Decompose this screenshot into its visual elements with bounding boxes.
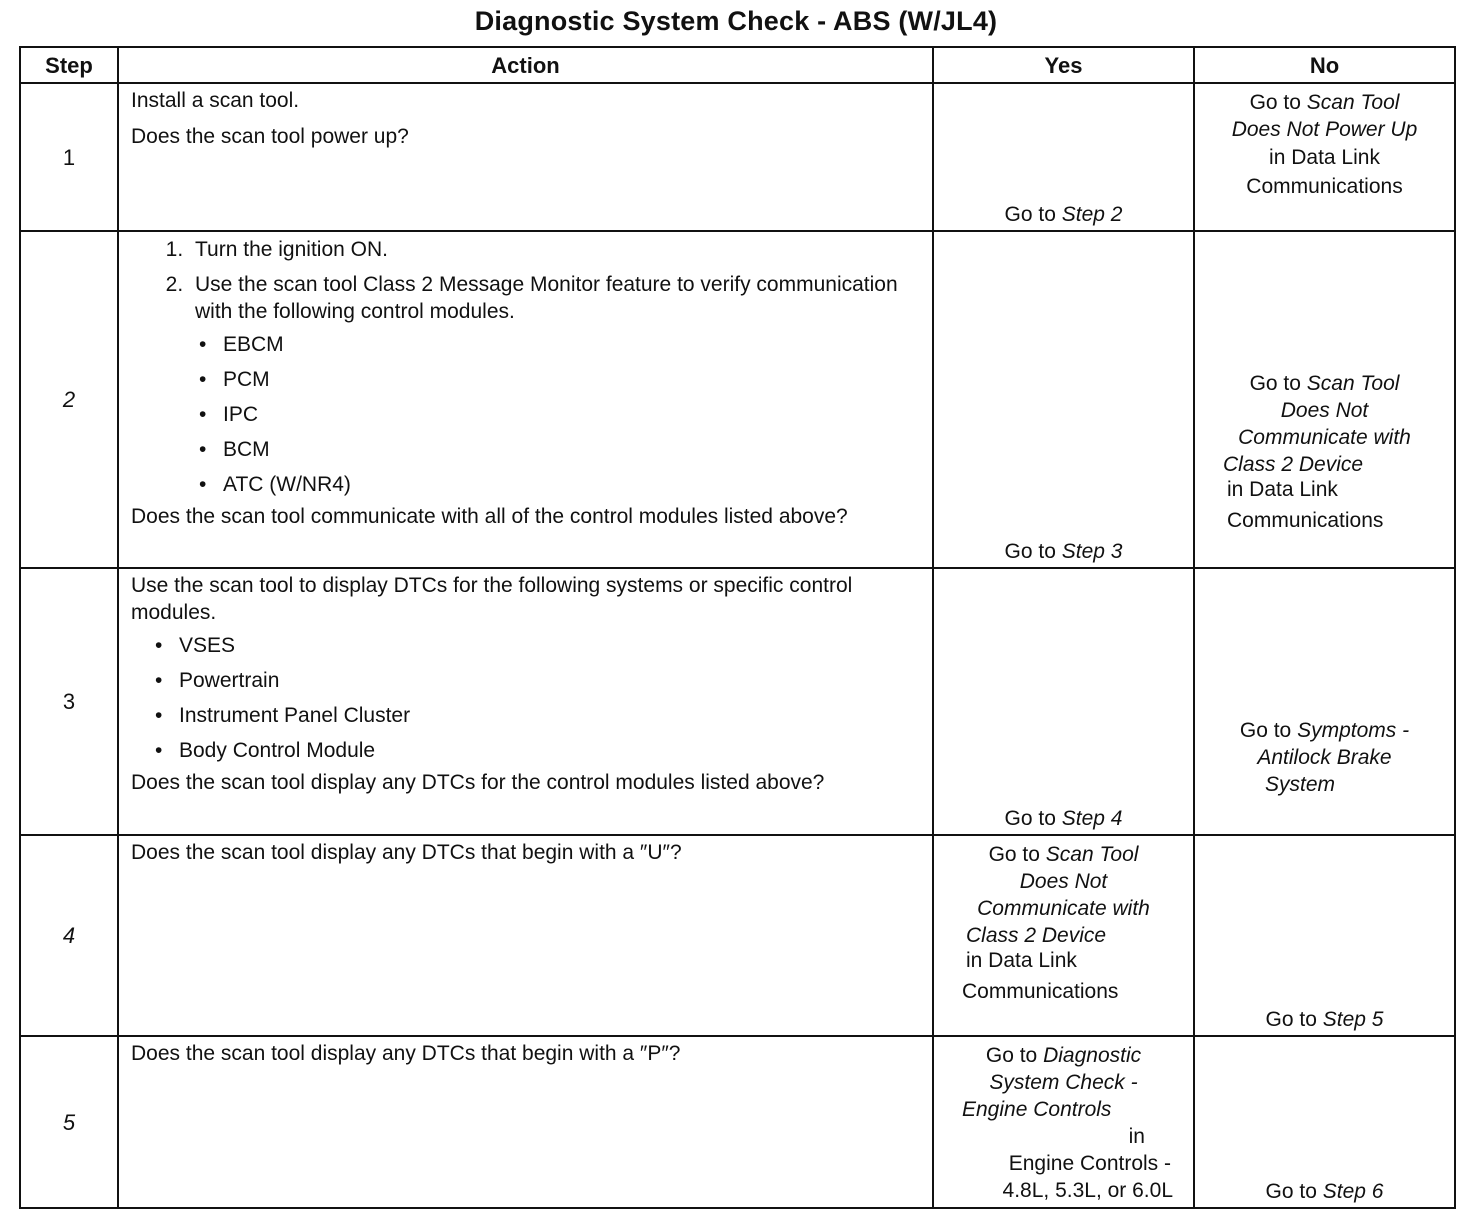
reference-link[interactable]: Antilock Brake — [1257, 746, 1392, 769]
module-list — [131, 331, 920, 498]
table-header-row — [20, 47, 1455, 83]
step-number: 1 — [20, 83, 118, 231]
yes-link[interactable] — [934, 201, 1193, 228]
page-title: Diagnostic System Check - ABS (W/JL4) — [474, 6, 998, 36]
reference-location: in Data Link — [1227, 478, 1338, 501]
action-question: Does the scan tool power up? — [131, 125, 409, 148]
step-link[interactable]: Step 4 — [1061, 807, 1123, 830]
list-item: • BCM — [131, 436, 920, 463]
table-row — [20, 1036, 1455, 1208]
list-item: • Body Control Module — [131, 737, 920, 764]
no-cell — [1194, 83, 1455, 231]
no-link[interactable] — [1195, 370, 1454, 534]
reference-link[interactable]: Does Not — [1019, 870, 1108, 893]
header-no: No — [1194, 47, 1455, 83]
no-link[interactable] — [1195, 1006, 1454, 1033]
action-cell — [118, 1036, 933, 1208]
action-text: Install a scan tool. — [131, 89, 300, 112]
reference-location: 4.8L, 5.3L, or 6.0L — [1002, 1179, 1173, 1202]
reference-link[interactable]: System — [1265, 773, 1336, 796]
system-list — [131, 632, 920, 764]
go-to-text: Go to — [1004, 203, 1056, 226]
step-number: 2 — [20, 231, 118, 568]
list-item: • IPC — [131, 401, 920, 428]
action-cell — [118, 231, 933, 568]
no-link[interactable] — [1195, 84, 1454, 200]
yes-link[interactable] — [934, 805, 1193, 832]
action-question: Does the scan tool display any DTCs that begin with a ″U″? — [131, 841, 682, 864]
step-number: 3 — [20, 568, 118, 835]
reference-link[interactable]: Scan Tool — [1045, 843, 1139, 866]
yes-link[interactable] — [934, 836, 1193, 1005]
step-link[interactable]: Step 3 — [1061, 540, 1123, 563]
reference-link[interactable]: Diagnostic — [1043, 1044, 1142, 1067]
yes-cell — [933, 568, 1194, 835]
table-row — [20, 231, 1455, 568]
no-cell — [1194, 835, 1455, 1036]
step-link[interactable]: Step 6 — [1322, 1180, 1384, 1203]
yes-cell — [933, 231, 1194, 568]
procedure-steps — [131, 236, 920, 325]
go-to-text: Go to — [1004, 807, 1056, 830]
action-text: Use the scan tool to display DTCs for the following systems or specific control modules. — [131, 574, 853, 624]
step-number: 4 — [20, 835, 118, 1036]
yes-cell — [933, 83, 1194, 231]
go-to-text: Go to — [988, 843, 1040, 866]
action-cell — [118, 568, 933, 835]
go-to-text: Go to — [1265, 1008, 1317, 1031]
reference-link[interactable]: Communicate with — [977, 897, 1150, 920]
list-item: • Powertrain — [131, 667, 920, 694]
no-cell — [1194, 568, 1455, 835]
reference-location: in — [1128, 1125, 1145, 1148]
go-to-text: Go to — [1249, 91, 1301, 114]
header-action: Action — [118, 47, 933, 83]
action-question: Does the scan tool display any DTCs for the control modules listed above? — [131, 771, 825, 794]
step-link[interactable]: Step 5 — [1322, 1008, 1384, 1031]
list-item: • EBCM — [131, 331, 920, 358]
table-row — [20, 83, 1455, 231]
reference-link[interactable]: Class 2 Device — [1223, 453, 1364, 476]
reference-location: Communications — [962, 980, 1119, 1003]
reference-location: Communications — [1227, 509, 1384, 532]
reference-location: Communications — [1246, 175, 1403, 198]
list-item: • VSES — [131, 632, 920, 659]
step-number: 5 — [20, 1036, 118, 1208]
reference-link[interactable]: Communicate with — [1238, 426, 1411, 449]
yes-cell — [933, 1036, 1194, 1208]
step-link[interactable]: Step 2 — [1061, 203, 1123, 226]
list-item: • PCM — [131, 366, 920, 393]
go-to-text: Go to — [1249, 372, 1301, 395]
header-step: Step — [20, 47, 118, 83]
reference-link[interactable]: Symptoms - — [1297, 719, 1410, 742]
header-yes: Yes — [933, 47, 1194, 83]
reference-link[interactable]: Engine Controls — [962, 1098, 1112, 1121]
reference-link[interactable]: Does Not Power Up — [1231, 118, 1418, 141]
reference-location: in Data Link — [966, 949, 1077, 972]
reference-location: in Data Link — [1269, 146, 1380, 169]
diagnostic-table — [19, 46, 1456, 1209]
list-item: • Instrument Panel Cluster — [131, 702, 920, 729]
go-to-text: Go to — [1239, 719, 1292, 742]
reference-link[interactable]: Class 2 Device — [966, 924, 1107, 947]
list-item: • ATC (W/NR4) — [131, 471, 920, 498]
no-link[interactable] — [1195, 1178, 1454, 1205]
reference-link[interactable]: Scan Tool — [1306, 91, 1400, 114]
go-to-text: Go to — [985, 1044, 1038, 1067]
yes-link[interactable] — [934, 538, 1193, 565]
reference-link[interactable]: Does Not — [1280, 399, 1369, 422]
no-link[interactable] — [1195, 717, 1454, 798]
table-row — [20, 835, 1455, 1036]
list-item: 1. Turn the ignition ON. — [189, 236, 920, 263]
yes-cell — [933, 835, 1194, 1036]
reference-link[interactable]: System Check - — [989, 1071, 1138, 1094]
action-cell — [118, 835, 933, 1036]
go-to-text: Go to — [1004, 540, 1056, 563]
yes-link[interactable] — [934, 1037, 1193, 1204]
no-cell — [1194, 231, 1455, 568]
no-cell — [1194, 1036, 1455, 1208]
reference-location: Engine Controls - — [1008, 1152, 1171, 1175]
action-question: Does the scan tool display any DTCs that begin with a ″P″? — [131, 1042, 681, 1065]
action-cell — [118, 83, 933, 231]
reference-link[interactable]: Scan Tool — [1306, 372, 1400, 395]
table-row — [20, 568, 1455, 835]
go-to-text: Go to — [1265, 1180, 1317, 1203]
list-item: 2. Use the scan tool Class 2 Message Monitor feature to verify communication with the following control modules. — [189, 271, 920, 325]
action-question: Does the scan tool communicate with all of the control modules listed above? — [131, 505, 848, 528]
